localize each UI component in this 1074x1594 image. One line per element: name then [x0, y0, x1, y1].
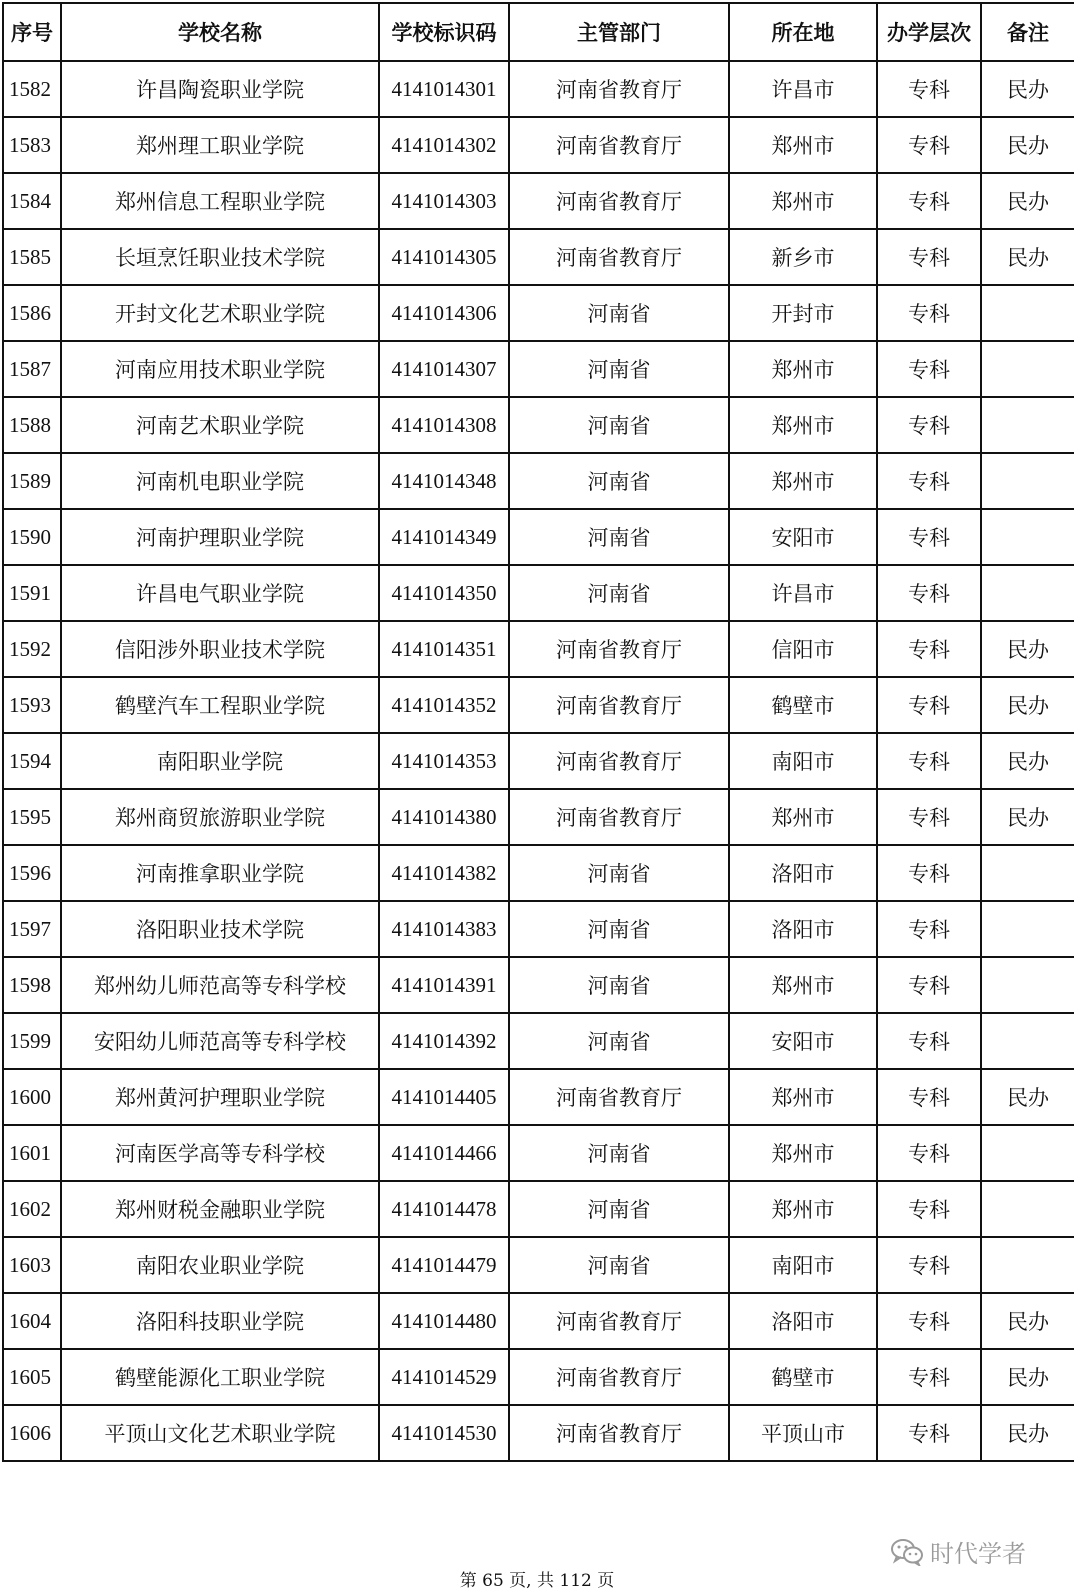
cell-school-name: 郑州幼儿师范高等专科学校 [61, 957, 379, 1013]
table-row [3, 509, 1074, 565]
cell-location: 信阳市 [729, 621, 877, 677]
cell-no: 1591 [3, 565, 61, 621]
cell-location: 郑州市 [729, 789, 877, 845]
cell-code: 4141014301 [379, 61, 509, 117]
cell-no: 1597 [3, 901, 61, 957]
cell-code: 4141014349 [379, 509, 509, 565]
cell-code: 4141014350 [379, 565, 509, 621]
cell-code: 4141014405 [379, 1069, 509, 1125]
cell-location: 郑州市 [729, 1125, 877, 1181]
cell-note [981, 845, 1074, 901]
table-row [3, 61, 1074, 117]
cell-no: 1590 [3, 509, 61, 565]
cell-note: 民办 [981, 1293, 1074, 1349]
cell-location: 洛阳市 [729, 901, 877, 957]
table-row [3, 1069, 1074, 1125]
cell-no: 1593 [3, 677, 61, 733]
cell-location: 新乡市 [729, 229, 877, 285]
cell-dept: 河南省教育厅 [509, 61, 729, 117]
cell-note: 民办 [981, 1349, 1074, 1405]
cell-note [981, 397, 1074, 453]
cell-school-name: 河南护理职业学院 [61, 509, 379, 565]
cell-school-name: 洛阳科技职业学院 [61, 1293, 379, 1349]
cell-school-name: 南阳农业职业学院 [61, 1237, 379, 1293]
cell-location: 开封市 [729, 285, 877, 341]
cell-level: 专科 [877, 285, 981, 341]
header-location: 所在地 [729, 3, 877, 61]
cell-note: 民办 [981, 229, 1074, 285]
cell-level: 专科 [877, 845, 981, 901]
cell-school-name: 鹤壁汽车工程职业学院 [61, 677, 379, 733]
cell-no: 1586 [3, 285, 61, 341]
cell-school-name: 郑州商贸旅游职业学院 [61, 789, 379, 845]
cell-code: 4141014380 [379, 789, 509, 845]
cell-school-name: 河南应用技术职业学院 [61, 341, 379, 397]
cell-location: 郑州市 [729, 173, 877, 229]
table-header-row [3, 3, 1074, 61]
cell-dept: 河南省教育厅 [509, 1405, 729, 1461]
table-row [3, 229, 1074, 285]
table-row [3, 397, 1074, 453]
table-body [3, 61, 1074, 1461]
table-row [3, 1181, 1074, 1237]
watermark [890, 1534, 1026, 1569]
cell-school-name: 洛阳职业技术学院 [61, 901, 379, 957]
cell-location: 许昌市 [729, 61, 877, 117]
cell-school-name: 开封文化艺术职业学院 [61, 285, 379, 341]
header-code: 学校标识码 [379, 3, 509, 61]
cell-dept: 河南省教育厅 [509, 1069, 729, 1125]
cell-code: 4141014391 [379, 957, 509, 1013]
cell-no: 1606 [3, 1405, 61, 1461]
cell-no: 1603 [3, 1237, 61, 1293]
schools-table [2, 2, 1074, 1462]
cell-no: 1588 [3, 397, 61, 453]
cell-code: 4141014392 [379, 1013, 509, 1069]
cell-location: 郑州市 [729, 341, 877, 397]
cell-code: 4141014348 [379, 453, 509, 509]
cell-dept: 河南省 [509, 901, 729, 957]
table-row [3, 1125, 1074, 1181]
cell-no: 1604 [3, 1293, 61, 1349]
cell-note [981, 285, 1074, 341]
cell-note: 民办 [981, 677, 1074, 733]
table-row [3, 285, 1074, 341]
cell-note: 民办 [981, 1405, 1074, 1461]
cell-note [981, 901, 1074, 957]
cell-level: 专科 [877, 453, 981, 509]
cell-level: 专科 [877, 1349, 981, 1405]
cell-location: 洛阳市 [729, 845, 877, 901]
cell-note: 民办 [981, 621, 1074, 677]
table-row [3, 901, 1074, 957]
cell-location: 郑州市 [729, 117, 877, 173]
cell-code: 4141014308 [379, 397, 509, 453]
cell-dept: 河南省 [509, 453, 729, 509]
cell-school-name: 安阳幼儿师范高等专科学校 [61, 1013, 379, 1069]
cell-location: 郑州市 [729, 397, 877, 453]
cell-location: 南阳市 [729, 1237, 877, 1293]
cell-school-name: 信阳涉外职业技术学院 [61, 621, 379, 677]
cell-school-name: 河南推拿职业学院 [61, 845, 379, 901]
cell-school-name: 鹤壁能源化工职业学院 [61, 1349, 379, 1405]
cell-dept: 河南省 [509, 957, 729, 1013]
cell-school-name: 长垣烹饪职业技术学院 [61, 229, 379, 285]
cell-note: 民办 [981, 733, 1074, 789]
cell-dept: 河南省教育厅 [509, 733, 729, 789]
cell-dept: 河南省教育厅 [509, 789, 729, 845]
cell-school-name: 许昌电气职业学院 [61, 565, 379, 621]
cell-level: 专科 [877, 1405, 981, 1461]
cell-level: 专科 [877, 1069, 981, 1125]
header-note: 备注 [981, 3, 1074, 61]
table-row [3, 677, 1074, 733]
cell-code: 4141014383 [379, 901, 509, 957]
cell-note: 民办 [981, 1069, 1074, 1125]
cell-dept: 河南省 [509, 1237, 729, 1293]
table-row [3, 789, 1074, 845]
cell-note: 民办 [981, 173, 1074, 229]
cell-location: 鹤壁市 [729, 1349, 877, 1405]
cell-location: 郑州市 [729, 957, 877, 1013]
cell-code: 4141014352 [379, 677, 509, 733]
cell-dept: 河南省教育厅 [509, 621, 729, 677]
cell-location: 安阳市 [729, 509, 877, 565]
cell-dept: 河南省 [509, 1125, 729, 1181]
cell-no: 1592 [3, 621, 61, 677]
cell-no: 1599 [3, 1013, 61, 1069]
watermark-text: 时代学者 [930, 1540, 1026, 1568]
cell-no: 1595 [3, 789, 61, 845]
cell-school-name: 南阳职业学院 [61, 733, 379, 789]
table-row [3, 565, 1074, 621]
cell-code: 4141014479 [379, 1237, 509, 1293]
cell-code: 4141014303 [379, 173, 509, 229]
cell-school-name: 河南机电职业学院 [61, 453, 379, 509]
cell-no: 1583 [3, 117, 61, 173]
header-level: 办学层次 [877, 3, 981, 61]
cell-code: 4141014351 [379, 621, 509, 677]
cell-level: 专科 [877, 341, 981, 397]
cell-location: 平顶山市 [729, 1405, 877, 1461]
cell-note [981, 453, 1074, 509]
cell-no: 1582 [3, 61, 61, 117]
cell-dept: 河南省教育厅 [509, 1349, 729, 1405]
cell-code: 4141014529 [379, 1349, 509, 1405]
cell-level: 专科 [877, 789, 981, 845]
cell-school-name: 郑州理工职业学院 [61, 117, 379, 173]
table-row [3, 1237, 1074, 1293]
cell-location: 郑州市 [729, 1181, 877, 1237]
cell-dept: 河南省教育厅 [509, 1293, 729, 1349]
cell-code: 4141014305 [379, 229, 509, 285]
cell-no: 1600 [3, 1069, 61, 1125]
cell-level: 专科 [877, 1125, 981, 1181]
table-row [3, 173, 1074, 229]
cell-code: 4141014307 [379, 341, 509, 397]
cell-level: 专科 [877, 397, 981, 453]
cell-dept: 河南省 [509, 1181, 729, 1237]
header-dept: 主管部门 [509, 3, 729, 61]
table-row [3, 117, 1074, 173]
cell-level: 专科 [877, 901, 981, 957]
cell-school-name: 许昌陶瓷职业学院 [61, 61, 379, 117]
cell-no: 1602 [3, 1181, 61, 1237]
header-name: 学校名称 [61, 3, 379, 61]
cell-no: 1598 [3, 957, 61, 1013]
cell-code: 4141014306 [379, 285, 509, 341]
cell-level: 专科 [877, 61, 981, 117]
cell-no: 1587 [3, 341, 61, 397]
table-row [3, 1293, 1074, 1349]
cell-dept: 河南省 [509, 397, 729, 453]
cell-code: 4141014466 [379, 1125, 509, 1181]
cell-dept: 河南省 [509, 845, 729, 901]
cell-note [981, 509, 1074, 565]
cell-dept: 河南省 [509, 565, 729, 621]
cell-level: 专科 [877, 565, 981, 621]
cell-location: 许昌市 [729, 565, 877, 621]
cell-level: 专科 [877, 229, 981, 285]
cell-level: 专科 [877, 509, 981, 565]
cell-school-name: 郑州财税金融职业学院 [61, 1181, 379, 1237]
table-row [3, 341, 1074, 397]
table-row [3, 845, 1074, 901]
cell-school-name: 河南医学高等专科学校 [61, 1125, 379, 1181]
table-row [3, 1405, 1074, 1461]
cell-dept: 河南省教育厅 [509, 677, 729, 733]
cell-code: 4141014530 [379, 1405, 509, 1461]
cell-location: 洛阳市 [729, 1293, 877, 1349]
cell-level: 专科 [877, 1293, 981, 1349]
cell-note [981, 565, 1074, 621]
cell-note [981, 957, 1074, 1013]
cell-note [981, 1013, 1074, 1069]
cell-code: 4141014382 [379, 845, 509, 901]
cell-level: 专科 [877, 677, 981, 733]
cell-level: 专科 [877, 733, 981, 789]
cell-no: 1601 [3, 1125, 61, 1181]
cell-no: 1605 [3, 1349, 61, 1405]
cell-level: 专科 [877, 1237, 981, 1293]
cell-note [981, 1181, 1074, 1237]
cell-code: 4141014353 [379, 733, 509, 789]
cell-level: 专科 [877, 117, 981, 173]
table-row [3, 733, 1074, 789]
cell-no: 1585 [3, 229, 61, 285]
cell-school-name: 郑州信息工程职业学院 [61, 173, 379, 229]
cell-dept: 河南省 [509, 285, 729, 341]
cell-level: 专科 [877, 1013, 981, 1069]
cell-note: 民办 [981, 789, 1074, 845]
cell-level: 专科 [877, 957, 981, 1013]
cell-dept: 河南省教育厅 [509, 229, 729, 285]
table-row [3, 1349, 1074, 1405]
cell-level: 专科 [877, 173, 981, 229]
wechat-icon [890, 1538, 924, 1566]
cell-note: 民办 [981, 61, 1074, 117]
cell-note [981, 1237, 1074, 1293]
cell-dept: 河南省 [509, 1013, 729, 1069]
cell-school-name: 郑州黄河护理职业学院 [61, 1069, 379, 1125]
cell-location: 安阳市 [729, 1013, 877, 1069]
cell-level: 专科 [877, 621, 981, 677]
table-row [3, 453, 1074, 509]
page-number: 第 65 页, 共 112 页 [459, 1571, 615, 1591]
cell-location: 南阳市 [729, 733, 877, 789]
table-row [3, 957, 1074, 1013]
cell-note [981, 341, 1074, 397]
cell-no: 1584 [3, 173, 61, 229]
table-row [3, 621, 1074, 677]
cell-dept: 河南省 [509, 341, 729, 397]
table-row [3, 1013, 1074, 1069]
cell-code: 4141014478 [379, 1181, 509, 1237]
cell-school-name: 河南艺术职业学院 [61, 397, 379, 453]
cell-school-name: 平顶山文化艺术职业学院 [61, 1405, 379, 1461]
cell-note: 民办 [981, 117, 1074, 173]
cell-note [981, 1125, 1074, 1181]
cell-location: 郑州市 [729, 1069, 877, 1125]
cell-dept: 河南省 [509, 509, 729, 565]
cell-no: 1589 [3, 453, 61, 509]
cell-no: 1596 [3, 845, 61, 901]
cell-level: 专科 [877, 1181, 981, 1237]
cell-dept: 河南省教育厅 [509, 173, 729, 229]
cell-location: 郑州市 [729, 453, 877, 509]
header-no: 序号 [3, 3, 61, 61]
cell-code: 4141014302 [379, 117, 509, 173]
cell-location: 鹤壁市 [729, 677, 877, 733]
cell-no: 1594 [3, 733, 61, 789]
cell-code: 4141014480 [379, 1293, 509, 1349]
cell-dept: 河南省教育厅 [509, 117, 729, 173]
